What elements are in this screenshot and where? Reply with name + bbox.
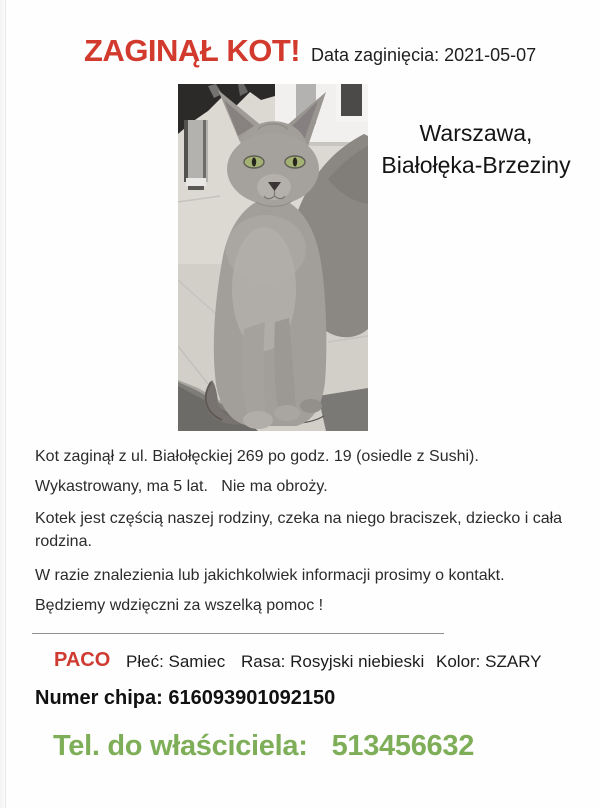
body-paragraph-1: Kot zaginął z ul. Białołęckiej 269 po godz. 19 (osiedle z Sushi). [35, 448, 479, 465]
body-paragraph-5: Będziemy wdzięczni za wszelką pomoc ! [35, 597, 324, 614]
cat-name: PACO [54, 649, 111, 671]
cat-breed: Rasa: Rosyjski niebieski [241, 652, 425, 671]
phone-label: Tel. do właściciela: [53, 730, 308, 762]
location-district: Białołęka-Brzeziny [381, 152, 571, 178]
poster-title: ZAGINĄŁ KOT! [84, 33, 301, 68]
body-paragraph-3: Kotek jest częścią naszej rodziny, czeka na niego braciszek, dziecko i cała rodzina. [35, 510, 567, 550]
cat-color: Kolor: SZARY [436, 652, 542, 671]
page-edge-line [5, 0, 6, 808]
cat-photo-illustration [178, 84, 368, 431]
chip-number: Numer chipa: 616093901092150 [35, 687, 336, 709]
owner-phone-line [53, 730, 474, 763]
disappearance-date: Data zaginięcia: 2021-05-07 [311, 45, 537, 65]
body-paragraph-2: Wykastrowany, ma 5 lat. Nie ma obroży. [35, 478, 328, 495]
body-paragraph-4: W razie znalezienia lub jakichkolwiek informacji prosimy o kontakt. [35, 567, 505, 584]
signature-divider [32, 633, 444, 634]
location-city: Warszawa, [419, 120, 533, 146]
phone-number: 513456632 [331, 730, 475, 762]
cat-sex: Płeć: Samiec [126, 652, 226, 671]
cat-photo [178, 84, 368, 431]
location-text [370, 117, 582, 181]
